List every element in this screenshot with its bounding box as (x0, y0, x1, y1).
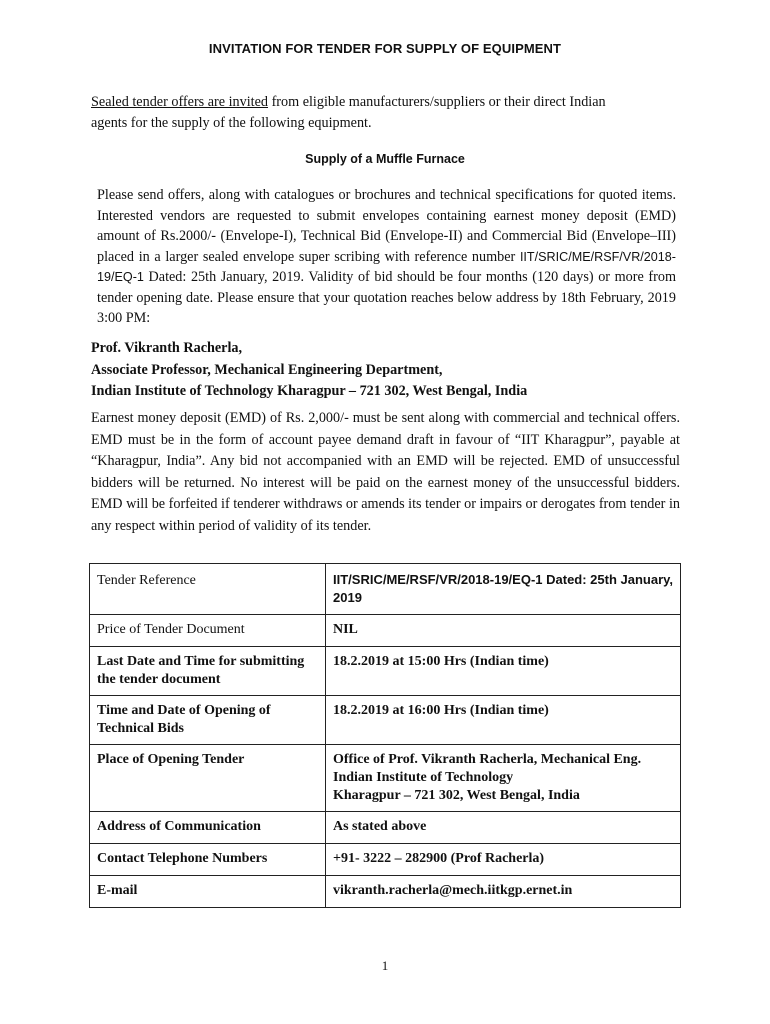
place-line-1: Office of Prof. Vikranth Racherla, Mechanical Eng. (333, 752, 642, 767)
row-value: +91- 3222 – 282900 (Prof Racherla) (326, 844, 681, 876)
row-value: IIT/SRIC/ME/RSF/VR/2018-19/EQ-1 Dated: 25th January, 2019 (326, 564, 681, 615)
place-line-2: Indian Institute of Technology (333, 770, 514, 785)
row-value: 18.2.2019 at 15:00 Hrs (Indian time) (326, 647, 681, 696)
page-number: 1 (381, 958, 389, 973)
tender-details-table (89, 563, 681, 908)
table-row (90, 812, 681, 844)
document-title: INVITATION FOR TENDER FOR SUPPLY OF EQUIPMENT (208, 41, 562, 56)
email-value: vikranth.racherla@mech.iitkgp.ernet.in (326, 876, 681, 908)
intro-paragraph (91, 92, 681, 134)
row-label: Place of Opening Tender (90, 745, 326, 812)
offers-paragraph (97, 185, 676, 329)
table-row (90, 876, 681, 908)
intro-rest-text: from eligible manufacturers/suppliers or their direct Indian (268, 94, 606, 110)
table-row (90, 615, 681, 647)
place-line-3: Kharagpur – 721 302, West Bengal, India (333, 788, 580, 803)
table-row (90, 647, 681, 696)
address-line-2: Associate Professor, Mechanical Engineering Department, (91, 361, 443, 378)
row-value (326, 745, 681, 812)
equipment-subject: Supply of a Muffle Furnace (305, 152, 465, 166)
intro-underlined-text: Sealed tender offers are invited (91, 94, 269, 110)
row-label: Contact Telephone Numbers (90, 844, 326, 876)
offers-text-after: Dated: 25th January, 2019. Validity of bid should be four months (120 days) or more from tender opening date. Please ensure that your quotation reaches below address by 18th February, 2019 3:00 PM: (97, 269, 676, 326)
intro-line2: agents for the supply of the following equipment. (91, 115, 372, 131)
table-row (90, 844, 681, 876)
address-line-1: Prof. Vikranth Racherla, (91, 340, 243, 356)
address-line-3: Indian Institute of Technology Kharagpur – 721 302, West Bengal, India (91, 383, 528, 399)
row-label: Tender Reference (90, 564, 326, 615)
emd-paragraph: Earnest money deposit (EMD) of Rs. 2,000/- must be sent along with commercial and technical offers. EMD must be in the form of account payee demand draft in favour of “IIT Kharagpur”, payable at “Kharagpur, India”. Any bid not accompanied with an EMD will be rejected. EMD of unsuccessful bidders will be returned. No interest will be paid on the earnest money of the unsuccessful bidders. EMD will be forfeited if tenderer withdraws or amends its tender or impairs or derogates from tender in any respect within period of validity of its tender. (91, 410, 680, 534)
row-label: E-mail (90, 876, 326, 908)
table-row (90, 745, 681, 812)
row-value: As stated above (326, 812, 681, 844)
row-label: Last Date and Time for submitting the tender document (90, 647, 326, 696)
table-row (90, 564, 681, 615)
table-row (90, 696, 681, 745)
contact-address (91, 338, 691, 403)
offers-text: Please send offers, along with catalogues or brochures and technical specifications for quoted items. Interested vendors are requested to submit envelopes containing earnest money deposit (EMD) amount of Rs.2000/- (Envelope-I), Technical Bid (Envelope-II) and Commercial Bid (Envelope–III) placed in a larger sealed envelope super scribing with reference number (97, 187, 676, 265)
row-label: Price of Tender Document (90, 615, 326, 647)
row-label: Time and Date of Opening of Technical Bids (90, 696, 326, 745)
row-value: 18.2.2019 at 16:00 Hrs (Indian time) (326, 696, 681, 745)
reference-number: IIT/SRIC/ME/RSF/VR/2018-19/EQ-1 (97, 249, 676, 284)
row-label: Address of Communication (90, 812, 326, 844)
row-value: NIL (326, 615, 681, 647)
